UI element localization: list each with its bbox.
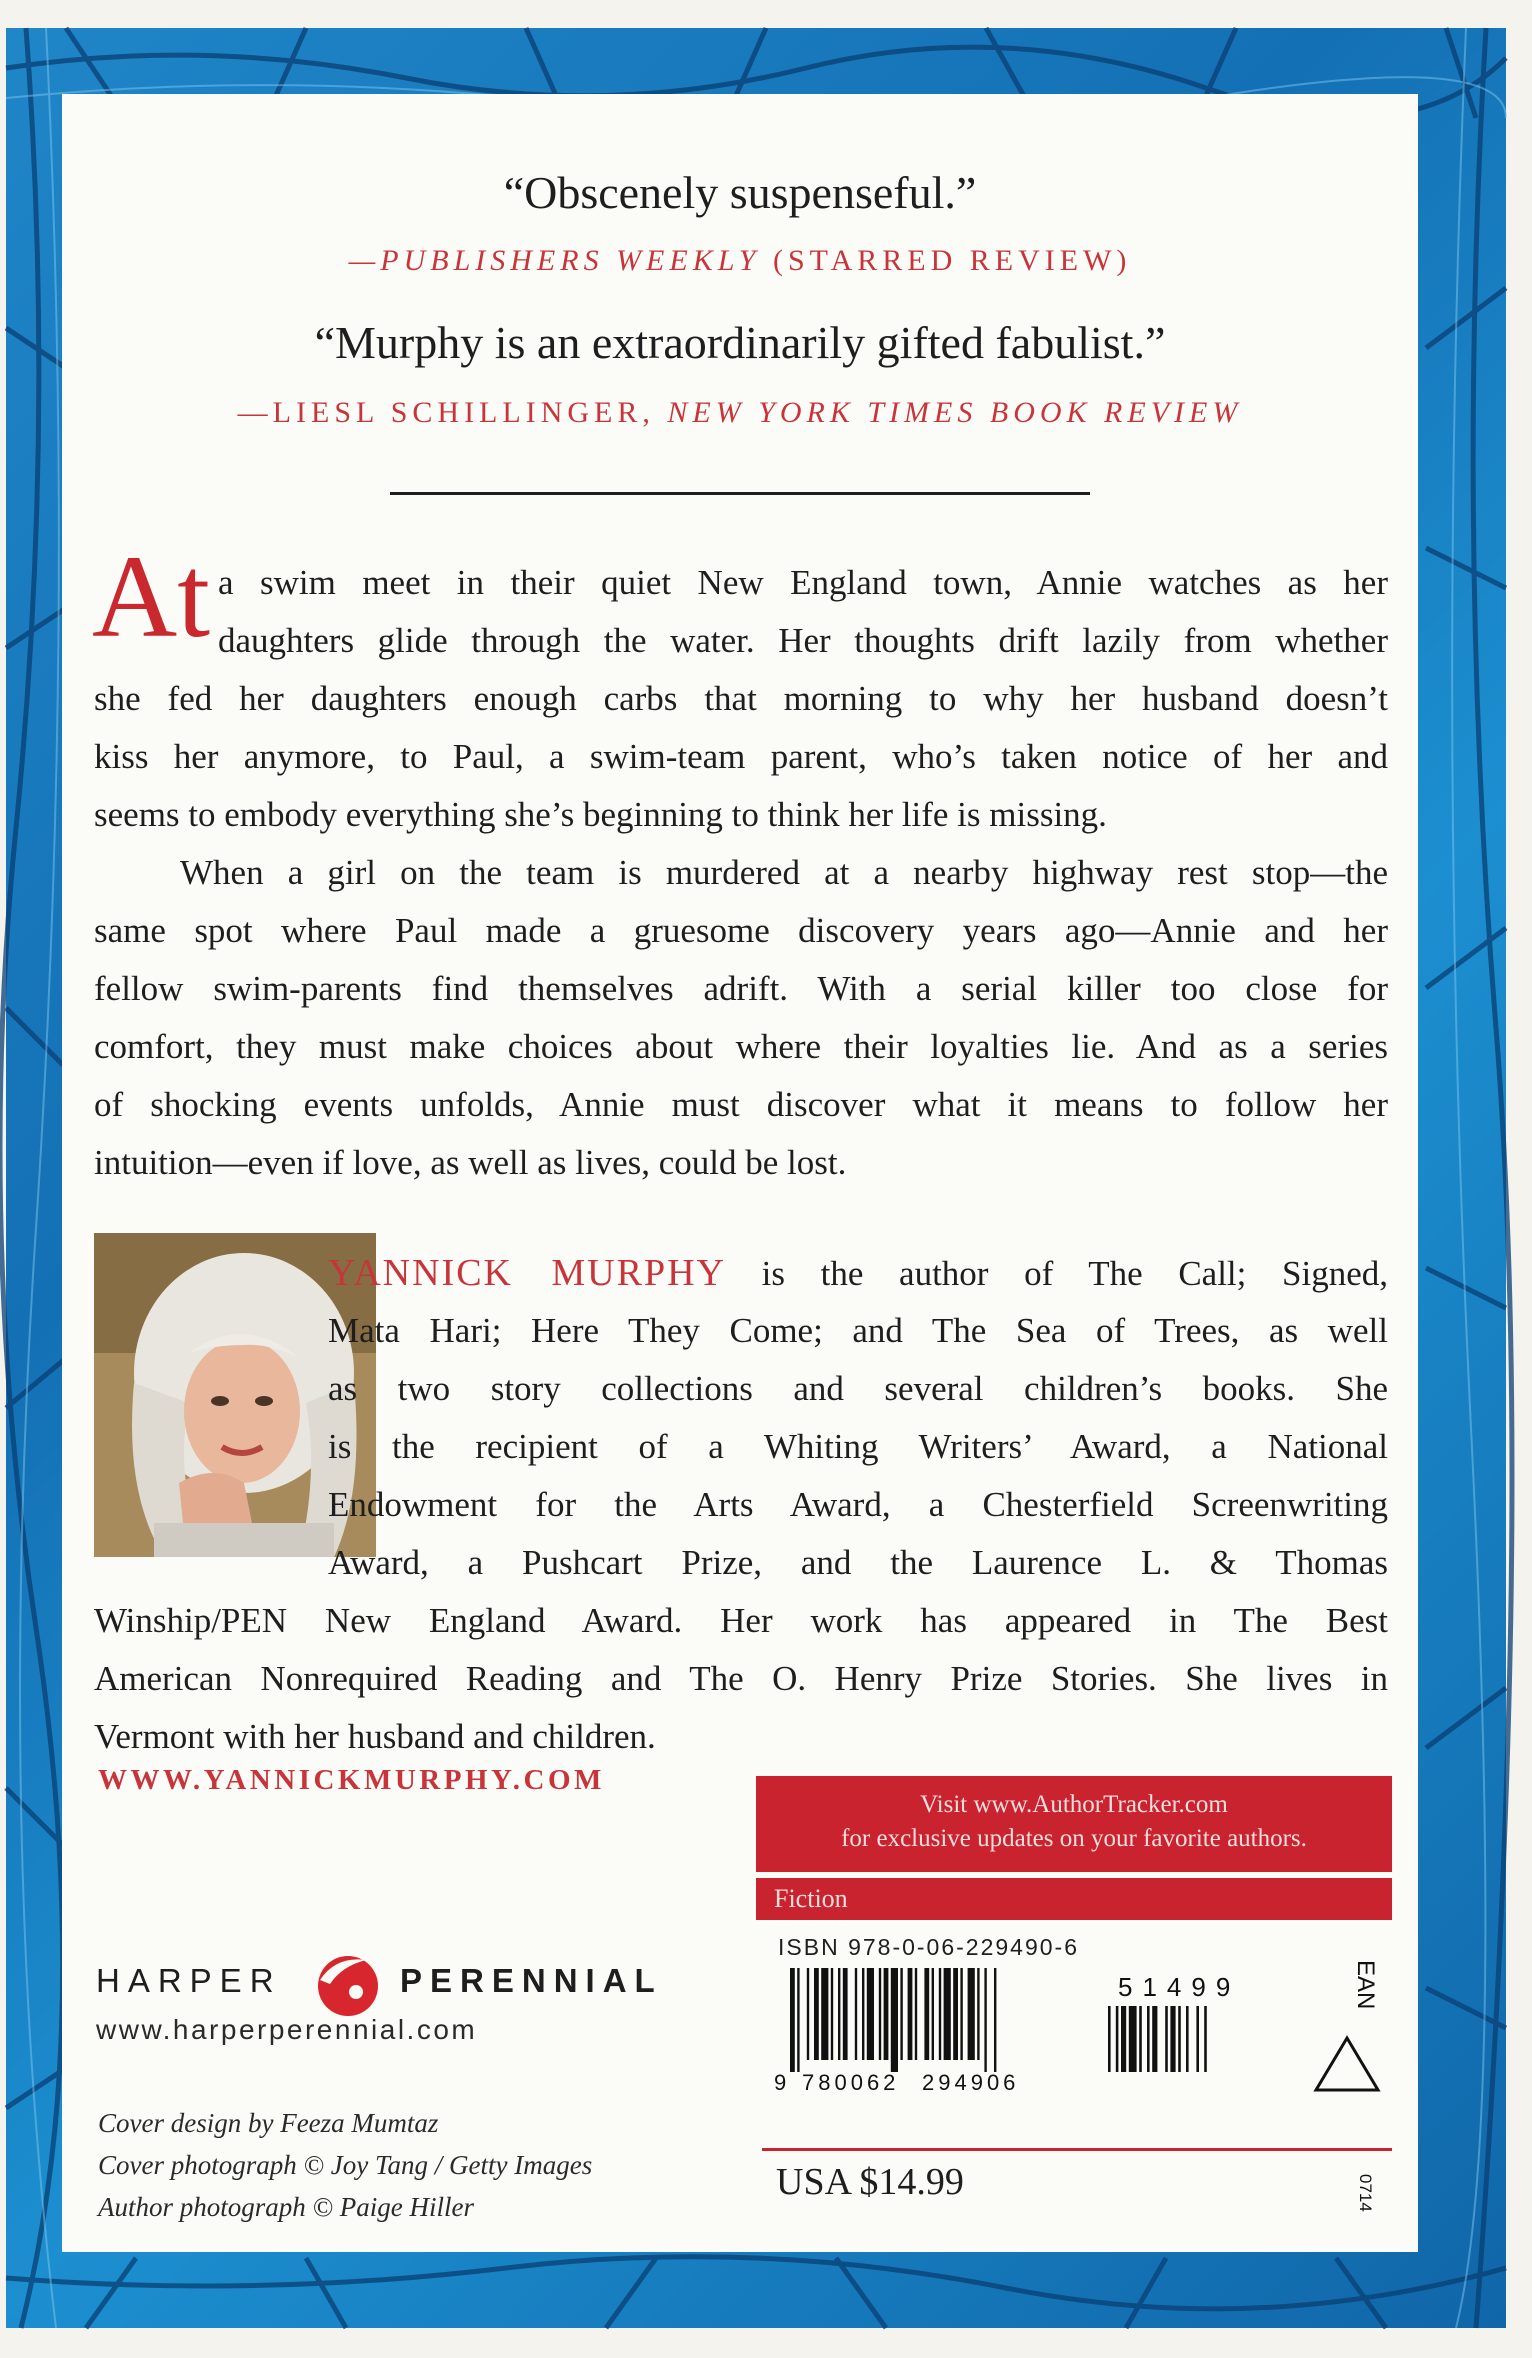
credit-cover-photo: Cover photograph © Joy Tang / Getty Images [98,2150,593,2180]
barcode-bar [960,1968,962,2060]
barcode-bar [891,1968,898,2072]
barcode-addon-bar [1186,2006,1189,2072]
barcode-bar [924,1968,929,2060]
ean-text: EAN [1352,1960,1379,2010]
barcode-bar [900,1968,902,2060]
isbn-number: ISBN 978-0-06-229490-6 [778,1934,1079,1960]
barcode-digits-left: 780062 [802,2070,900,2095]
bio-line: American Nonrequired Reading and The O. Henry Prize Stories. She lives in [94,1659,1388,1698]
triangle-symbol [1312,2034,1382,2094]
publisher-word-2: PERENNIAL [400,1962,663,1999]
bio-line: as two story collections and several children’s books. She [328,1369,1388,1408]
barcode-bar [968,1968,975,2060]
bio-first-line [328,1244,1388,1304]
review-source-2 [62,396,1418,430]
bio-line: Vermont with her husband and children. [94,1717,656,1756]
barcode-digits-right: 294906 [922,2070,1020,2095]
credit-cover-design: Cover design by Feeza Mumtaz [98,2108,439,2138]
credit-author-photo: Author photograph © Paige Hiller [98,2192,474,2222]
barcode-addon-bar [1108,2006,1111,2072]
barcode-bar [862,1968,864,2060]
publisher-logo [96,1950,716,2020]
price-divider [762,2148,1392,2151]
synopsis-line: same spot where Paul made a gruesome discovery years ago—Annie and her [94,911,1388,950]
bio-line: Mata Hari; Here They Come; and The Sea of Trees, as well [328,1311,1388,1350]
source-publication: PUBLISHERS WEEKLY [380,244,761,277]
barcode-bar [790,1968,795,2072]
publisher-word-1: HARPER [96,1962,282,1999]
author-website[interactable]: WWW.YANNICKMURPHY.COM [98,1764,605,1796]
tracker-line-1[interactable]: Visit www.AuthorTracker.com [920,1791,1228,1818]
barcode-bar [838,1968,840,2060]
synopsis-line: a swim meet in their quiet New England town, Annie watches as her [218,563,1388,602]
barcode-bar [855,1968,857,2060]
drop-cap: At [92,531,210,662]
barcode-bar [807,1968,809,2060]
review-source-1 [62,244,1418,278]
review-quote-1: “Obscenely suspenseful.” [503,167,977,218]
barcode-addon-bar [1116,2006,1119,2072]
barcode-bar [984,1968,986,2072]
barcode-lead-digit: 9 [774,2070,787,2095]
tracker-line-2: for exclusive updates on your favorite authors. [841,1825,1307,1852]
synopsis-line: intuition—even if love, as well as lives, could be lost. [94,1143,847,1182]
barcode-addon-bar [1196,2006,1199,2072]
divider-rule [390,492,1090,495]
barcode-addon-bar [1204,2006,1207,2072]
synopsis-line: fellow swim-parents find themselves adrift. With a serial killer too close for [94,969,1388,1008]
bio-line: is the recipient of a Whiting Writers’ Award, a National [328,1427,1388,1466]
barcode-bar [977,1968,979,2060]
category-label: Fiction [756,1878,1392,1920]
publisher-flame-icon [306,1950,390,2020]
synopsis-line: When a girl on the team is murdered at a nearby highway rest stop—the [180,853,1388,892]
barcode-addon-bar [1139,2006,1142,2072]
synopsis-line: comfort, they must make choices about where their loyalties lie. And as a series [94,1027,1388,1066]
barcode-addon-bar [1147,2006,1150,2072]
bio-line: Winship/PEN New England Award. Her work has appeared in The Best [94,1601,1388,1640]
source-dash: — [348,244,381,277]
synopsis-line: daughters glide through the water. Her thoughts drift lazily from whether [218,621,1388,660]
author-tracker-box [756,1776,1392,1872]
review-quote-2: “Murphy is an extraordinarily gifted fabulist.” [314,317,1166,368]
barcode-addon-bar [1121,2006,1126,2072]
author-name: YANNICK MURPHY [328,1252,726,1294]
barcode-bar [843,1968,848,2060]
ean-label [1328,1956,1379,2016]
barcode-bar [939,1968,941,2060]
barcode-addon-bar [1178,2006,1181,2072]
synopsis-line: kiss her anymore, to Paul, a swim-team parent, who’s taken notice of her and [94,737,1388,776]
source-note: (STARRED REVIEW) [760,244,1132,277]
source-publication: NEW YORK TIMES BOOK REVIEW [667,396,1243,429]
barcode-bar [944,1968,951,2060]
barcode-bar [884,1968,889,2060]
text-panel [62,94,1418,2252]
printer-code [1338,2170,1375,2240]
barcode-bar [867,1968,874,2060]
bio-line: is the author of The Call; Signed, [761,1254,1389,1293]
barcode-bar [879,1968,881,2060]
synopsis-line: seems to embody everything she’s beginning to think her life is missing. [94,795,1107,834]
barcode-addon-digits: 51499 [1118,1972,1241,2002]
barcode-addon-bar [1170,2006,1175,2072]
barcode-bar [915,1968,917,2060]
barcode-bar [994,1968,996,2072]
synopsis-line: she fed her daughters enough carbs that morning to why her husband doesn’t [94,679,1388,718]
synopsis-line: of shocking events unfolds, Annie must discover what it means to follow her [94,1085,1388,1124]
barcode-addon-bar [1129,2006,1137,2072]
barcode-bar [932,1968,934,2060]
price: USA $14.99 [776,2161,964,2203]
barcode-addon-bar [1152,2006,1157,2072]
barcode-bar [797,1968,799,2072]
barcode-bar [814,1968,819,2060]
barcode-bar [953,1968,958,2060]
bio-line: Award, a Pushcart Prize, and the Laurence L. & Thomas [328,1543,1388,1582]
barcode-bar [821,1968,828,2060]
printer-code-text: 0714 [1356,2174,1375,2212]
publisher-url[interactable]: www.harperperennial.com [96,2014,478,2045]
bio-line: Endowment for the Arts Award, a Chesterfield Screenwriting [328,1485,1388,1524]
barcode-bar [831,1968,833,2060]
source-reviewer: —LIESL SCHILLINGER, [237,396,668,429]
barcode-addon-bar [1165,2006,1168,2072]
barcode-bar [908,1968,913,2060]
